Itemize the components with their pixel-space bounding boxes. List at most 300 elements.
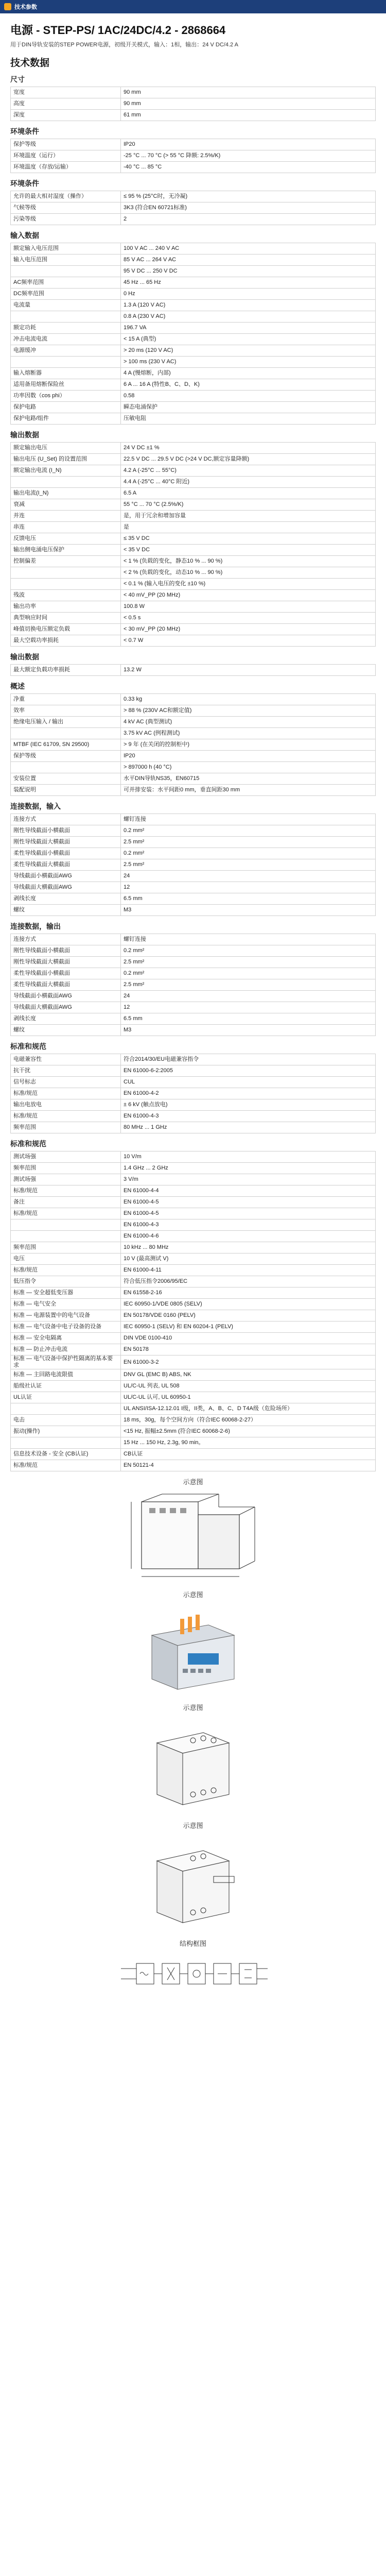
spec-value-cell: 0 Hz xyxy=(121,289,376,300)
spec-label-cell: 额定输入电压范围 xyxy=(11,243,121,255)
spec-label-cell xyxy=(11,311,121,323)
spec-label-cell: 额定输出电压 xyxy=(11,443,121,454)
table-row xyxy=(11,266,376,277)
table-row xyxy=(11,1208,376,1219)
table-row xyxy=(11,1099,376,1111)
spec-label-cell xyxy=(11,567,121,579)
spec-value-cell: 13.2 W xyxy=(121,665,376,676)
spec-label-cell: 导线截面大横截面AWG xyxy=(11,1002,121,1013)
spec-value-cell: 0.8 A (230 V AC) xyxy=(121,311,376,323)
spec-label-cell: 污染等级 xyxy=(11,214,121,225)
spec-group-title: 标准和规范 xyxy=(10,1140,46,1148)
spec-value-cell: < 15 A (典型) xyxy=(121,334,376,345)
table-row xyxy=(11,443,376,454)
spec-value-cell: IEC 60950-1/VDE 0805 (SELV) xyxy=(121,1299,376,1310)
table-row xyxy=(11,255,376,266)
spec-label-cell: 刚性导线截面小横截面 xyxy=(11,825,121,837)
spec-label-cell xyxy=(11,477,121,488)
table-row xyxy=(11,1242,376,1253)
spec-value-cell: > 88 % (230V AC和额定值) xyxy=(121,705,376,717)
block-diagram-figure xyxy=(116,1953,270,1994)
spec-label-cell: 输入电压范围 xyxy=(11,255,121,266)
table-row xyxy=(11,1276,376,1287)
spec-label-cell: 峰值切换电压额定负载 xyxy=(11,624,121,635)
table-row xyxy=(11,391,376,402)
page-content xyxy=(0,13,386,2001)
spec-value-cell: 0.2 mm² xyxy=(121,968,376,979)
table-row xyxy=(11,202,376,214)
spec-value-cell: IEC 60950-1 (SELV) 和 EN 60204-1 (PELV) xyxy=(121,1321,376,1333)
spec-value-cell: EN 61000-4-4 xyxy=(121,1185,376,1197)
spec-label-cell: 最大额定负载功率损耗 xyxy=(11,665,121,676)
spec-value-cell: ± 6 kV (触点放电) xyxy=(121,1099,376,1111)
table-row xyxy=(11,905,376,916)
table-row xyxy=(11,717,376,728)
spec-label-cell: 刚性导线截面大横截面 xyxy=(11,837,121,848)
spec-label-cell: DC频率范围 xyxy=(11,289,121,300)
spec-label-cell: AC频率范围 xyxy=(11,277,121,289)
table-row xyxy=(11,613,376,624)
table-row xyxy=(11,1077,376,1088)
table-row xyxy=(11,1111,376,1122)
table-row xyxy=(11,751,376,762)
table-row xyxy=(11,859,376,871)
spec-label-cell: 净重 xyxy=(11,694,121,705)
spec-label-cell: 电击 xyxy=(11,1415,121,1426)
table-row xyxy=(11,1381,376,1392)
spec-value-cell: 压敏电阻 xyxy=(121,413,376,425)
spec-label-cell: MTBF (IEC 61709, SN 29500) xyxy=(11,739,121,751)
spec-label-cell: 典型响应时间 xyxy=(11,613,121,624)
spec-label-cell: 电磁兼容性 xyxy=(11,1054,121,1065)
spec-value-cell: 90 mm xyxy=(121,87,376,98)
table-row xyxy=(11,1403,376,1415)
spec-value-cell: ≤ 35 V DC xyxy=(121,533,376,545)
table-row xyxy=(11,277,376,289)
table-row xyxy=(11,893,376,905)
table-row xyxy=(11,739,376,751)
spec-value-cell: 2.5 mm² xyxy=(121,859,376,871)
figure-caption: 示意图 xyxy=(183,1822,203,1829)
table-row xyxy=(11,624,376,635)
spec-label-cell: 串连 xyxy=(11,522,121,533)
spec-label-cell: 柔性导线截面大横截面 xyxy=(11,859,121,871)
table-row xyxy=(11,402,376,413)
spec-value-cell: 1.4 GHz ... 2 GHz xyxy=(121,1163,376,1174)
table-row xyxy=(11,533,376,545)
spec-label-cell: 标准/规范 xyxy=(11,1088,121,1099)
spec-value-cell: 3.75 kV AC (例程测试) xyxy=(121,728,376,739)
table-row xyxy=(11,98,376,110)
spec-value-cell: EN 50178 xyxy=(121,1344,376,1355)
table-row xyxy=(11,635,376,647)
spec-label-cell: 标准/规范 xyxy=(11,1265,121,1276)
spec-label-cell xyxy=(11,1231,121,1242)
spec-value-cell: 100 V AC ... 240 V AC xyxy=(121,243,376,255)
spec-label-cell: 剥线长度 xyxy=(11,1013,121,1025)
table-row xyxy=(11,773,376,785)
spec-label-cell: 标准/规范 xyxy=(11,1208,121,1219)
spec-label-cell: 标准 — 电气设备中保护性隔离的基本要求 xyxy=(11,1355,121,1369)
spec-table xyxy=(10,87,376,121)
spec-value-cell: DIN VDE 0100-410 xyxy=(121,1333,376,1344)
spec-value-cell: 12 xyxy=(121,1002,376,1013)
spec-value-cell: EN 50121-4 xyxy=(121,1460,376,1471)
spec-label-cell: 柔性导线截面小横截面 xyxy=(11,968,121,979)
table-row xyxy=(11,323,376,334)
table-row xyxy=(11,87,376,98)
spec-label-cell: 螺纹 xyxy=(11,1025,121,1036)
spec-label-cell: 标准 — 电源装置中的电气设备 xyxy=(11,1310,121,1321)
spec-label-cell: 刚性导线截面大横截面 xyxy=(11,957,121,968)
spec-value-cell: 85 V AC ... 264 V AC xyxy=(121,255,376,266)
spec-label-cell: 柔性导线截面大横截面 xyxy=(11,979,121,991)
brand-logo-icon xyxy=(4,3,11,10)
spec-value-cell: 10 V (最高测试 V) xyxy=(121,1253,376,1265)
table-row xyxy=(11,590,376,601)
table-row xyxy=(11,368,376,379)
spec-label-cell: 标准 — 防止冲击电流 xyxy=(11,1344,121,1355)
table-row xyxy=(11,162,376,173)
spec-label-cell: 并连 xyxy=(11,511,121,522)
spec-value-cell: < 35 V DC xyxy=(121,545,376,556)
spec-value-cell: 15 Hz ... 150 Hz, 2.3g, 90 min。 xyxy=(121,1437,376,1449)
spec-label-cell: 深度 xyxy=(11,110,121,121)
spec-label-cell: 测试场强 xyxy=(11,1174,121,1185)
spec-value-cell: 符合低压指令2006/95/EC xyxy=(121,1276,376,1287)
spec-label-cell: 标准/规范 xyxy=(11,1460,121,1471)
table-row xyxy=(11,705,376,717)
table-row xyxy=(11,968,376,979)
spec-group-title: 输出数据 xyxy=(10,431,39,439)
spec-group-title: 连接数据，输入 xyxy=(10,802,61,810)
table-row xyxy=(11,1219,376,1231)
spec-value-cell: EN 61000-3-2 xyxy=(121,1355,376,1369)
spec-table xyxy=(10,814,376,916)
spec-value-cell: 24 xyxy=(121,991,376,1002)
table-row xyxy=(11,762,376,773)
spec-value-cell: 0.2 mm² xyxy=(121,848,376,859)
spec-value-cell: 12 xyxy=(121,882,376,893)
spec-value-cell: 3K3 (符合EN 60721标准) xyxy=(121,202,376,214)
spec-value-cell: 0.58 xyxy=(121,391,376,402)
spec-label-cell: 电源缓冲 xyxy=(11,345,121,357)
spec-label-cell: 输出功率 xyxy=(11,601,121,613)
table-row xyxy=(11,1287,376,1299)
table-row xyxy=(11,1321,376,1333)
table-row xyxy=(11,488,376,499)
spec-group-title: 输出数据 xyxy=(10,653,39,661)
spec-value-cell: 是，用于冗余和增加容量 xyxy=(121,511,376,522)
table-row xyxy=(11,934,376,945)
spec-label-cell: 导线截面小横截面AWG xyxy=(11,991,121,1002)
product-photo-figure xyxy=(136,1604,250,1697)
spec-table xyxy=(10,243,376,425)
table-row xyxy=(11,601,376,613)
spec-label-cell: 标准 — 主回路电流限值 xyxy=(11,1369,121,1381)
table-row xyxy=(11,1151,376,1163)
spec-value-cell: < 0.7 W xyxy=(121,635,376,647)
figure-caption: 结构框图 xyxy=(179,1940,206,1947)
spec-value-cell: 0.2 mm² xyxy=(121,945,376,957)
spec-value-cell: 是 xyxy=(121,522,376,533)
table-row xyxy=(11,1426,376,1437)
spec-label-cell: 标准 — 安全电隔离 xyxy=(11,1333,121,1344)
figure-caption: 示意图 xyxy=(183,1478,203,1486)
dimension-drawing-figure xyxy=(111,1492,275,1584)
spec-label-cell: UL认证 xyxy=(11,1392,121,1403)
spec-value-cell: 95 V DC ... 250 V DC xyxy=(121,266,376,277)
spec-label-cell: 保护等级 xyxy=(11,139,121,150)
spec-value-cell: 2.5 mm² xyxy=(121,979,376,991)
spec-group-title: 尺寸 xyxy=(10,75,25,83)
spec-value-cell: 61 mm xyxy=(121,110,376,121)
table-row xyxy=(11,1025,376,1036)
spec-value-cell: UL ANSI/ISA-12.12.01 I级，II类，A、B、C、D T4A级（危险场所） xyxy=(121,1403,376,1415)
table-row xyxy=(11,1344,376,1355)
spec-value-cell: DNV GL (EMC B) ABS, NK xyxy=(121,1369,376,1381)
spec-label-cell: 连接方式 xyxy=(11,814,121,825)
spec-value-cell: < 0.5 s xyxy=(121,613,376,624)
spec-label-cell: 信号标志 xyxy=(11,1077,121,1088)
spec-label-cell: 船级社认证 xyxy=(11,1381,121,1392)
spec-value-cell: < 1 % (负载的变化，静态10 % ... 90 %) xyxy=(121,556,376,567)
spec-value-cell: 6.5 A xyxy=(121,488,376,499)
table-row xyxy=(11,848,376,859)
spec-groups xyxy=(10,74,376,1471)
spec-label-cell: 环境温度（运行） xyxy=(11,150,121,162)
spec-value-cell: M3 xyxy=(121,1025,376,1036)
spec-value-cell: 24 V DC ±1 % xyxy=(121,443,376,454)
spec-label-cell: 抗干扰 xyxy=(11,1065,121,1077)
table-row xyxy=(11,499,376,511)
table-row xyxy=(11,413,376,425)
spec-label-cell: 标准 — 安全超低变压器 xyxy=(11,1287,121,1299)
spec-value-cell: 18 ms，30g，每个空间方向（符合IEC 60068-2-27） xyxy=(121,1415,376,1426)
spec-label-cell: 保护电路/组件 xyxy=(11,413,121,425)
spec-label-cell: 标准/规范 xyxy=(11,1185,121,1197)
spec-value-cell: < 2 % (负载的变化，动态10 % ... 90 %) xyxy=(121,567,376,579)
spec-label-cell: 频率范围 xyxy=(11,1122,121,1133)
section-title: 技术数据 xyxy=(10,58,50,69)
spec-value-cell: -40 °C ... 85 °C xyxy=(121,162,376,173)
spec-label-cell: 气候等级 xyxy=(11,202,121,214)
spec-table xyxy=(10,191,376,225)
table-row xyxy=(11,1065,376,1077)
spec-label-cell: 频率范围 xyxy=(11,1163,121,1174)
table-row xyxy=(11,871,376,882)
spec-label-cell xyxy=(11,1403,121,1415)
table-row xyxy=(11,477,376,488)
table-row xyxy=(11,1002,376,1013)
table-row xyxy=(11,1333,376,1344)
spec-value-cell: 1.3 A (120 V AC) xyxy=(121,300,376,311)
spec-label-cell: 输出电放电 xyxy=(11,1099,121,1111)
spec-label-cell: 标准 — 电气设备中电子设备的设备 xyxy=(11,1321,121,1333)
spec-value-cell: 2 xyxy=(121,214,376,225)
table-row xyxy=(11,814,376,825)
spec-label-cell: 频率范围 xyxy=(11,1242,121,1253)
table-row xyxy=(11,579,376,590)
table-row xyxy=(11,1437,376,1449)
spec-label-cell: 连接方式 xyxy=(11,934,121,945)
table-row xyxy=(11,300,376,311)
spec-value-cell: 196.7 VA xyxy=(121,323,376,334)
figure-caption: 示意图 xyxy=(183,1591,203,1599)
table-row xyxy=(11,556,376,567)
spec-label-cell xyxy=(11,266,121,277)
spec-label-cell: 宽度 xyxy=(11,87,121,98)
spec-value-cell: 水平DIN导轨NS35，EN60715 xyxy=(121,773,376,785)
table-row xyxy=(11,1163,376,1174)
spec-label-cell: 导线截面小横截面AWG xyxy=(11,871,121,882)
table-row xyxy=(11,545,376,556)
spec-group-title: 输入数据 xyxy=(10,231,39,240)
spec-label-cell: 功率因数（cos phi） xyxy=(11,391,121,402)
spec-label-cell xyxy=(11,728,121,739)
spec-label-cell xyxy=(11,762,121,773)
table-row xyxy=(11,465,376,477)
spec-label-cell: 额定功耗 xyxy=(11,323,121,334)
table-row xyxy=(11,110,376,121)
spec-value-cell: < 40 mV_PP (20 MHz) xyxy=(121,590,376,601)
rail-mounting-figure xyxy=(136,1835,250,1933)
spec-value-cell: 24 xyxy=(121,871,376,882)
table-row xyxy=(11,150,376,162)
spec-value-cell: <15 Hz, 振幅±2.5mm (符合IEC 60068-2-6) xyxy=(121,1426,376,1437)
spec-table xyxy=(10,139,376,173)
spec-group-title: 概述 xyxy=(10,682,25,690)
top-bar xyxy=(0,0,386,13)
spec-label-cell: 保护电路 xyxy=(11,402,121,413)
spec-group-title: 标准和规范 xyxy=(10,1042,46,1050)
table-row xyxy=(11,1185,376,1197)
spec-label-cell: 标准 — 电气安全 xyxy=(11,1299,121,1310)
spec-label-cell: 效率 xyxy=(11,705,121,717)
spec-value-cell: 6.5 mm xyxy=(121,893,376,905)
spec-value-cell: < 0.1 % (输入电压的变化 ±10 %) xyxy=(121,579,376,590)
page-title: 电源 - STEP-PS/ 1AC/24DC/4.2 - 2868664 xyxy=(10,24,226,37)
spec-value-cell: 螺钉连接 xyxy=(121,814,376,825)
spec-value-cell: > 20 ms (120 V AC) xyxy=(121,345,376,357)
spec-value-cell: ≤ 95 % (25°C时，无冷凝) xyxy=(121,191,376,202)
table-row xyxy=(11,1088,376,1099)
spec-label-cell: 刚性导线截面小横截面 xyxy=(11,945,121,957)
spec-table xyxy=(10,693,376,796)
spec-label-cell: 电流量 xyxy=(11,300,121,311)
spec-value-cell: 22.5 V DC ... 29.5 V DC (>24 V DC,额定容量降额) xyxy=(121,454,376,465)
spec-value-cell: > 9 年 (在关闭的控制柜中) xyxy=(121,739,376,751)
spec-table xyxy=(10,442,376,647)
spec-group-title: 环境条件 xyxy=(10,127,39,135)
spec-label-cell: 输出侧电涌电压保护 xyxy=(11,545,121,556)
spec-value-cell: 6 A ... 16 A (特性B、C、D、K) xyxy=(121,379,376,391)
table-row xyxy=(11,1197,376,1208)
spec-label-cell xyxy=(11,357,121,368)
spec-label-cell: 剥线长度 xyxy=(11,893,121,905)
spec-value-cell: EN 61558-2-16 xyxy=(121,1287,376,1299)
spec-label-cell xyxy=(11,579,121,590)
spec-value-cell: EN 61000-4-11 xyxy=(121,1265,376,1276)
table-row xyxy=(11,139,376,150)
table-row xyxy=(11,694,376,705)
table-row xyxy=(11,1449,376,1460)
spec-value-cell: 90 mm xyxy=(121,98,376,110)
spec-label-cell: 反馈电压 xyxy=(11,533,121,545)
table-row xyxy=(11,522,376,533)
spec-label-cell: 电压 xyxy=(11,1253,121,1265)
table-row xyxy=(11,785,376,796)
table-row xyxy=(11,825,376,837)
table-row xyxy=(11,882,376,893)
table-row xyxy=(11,334,376,345)
table-row xyxy=(11,1310,376,1321)
table-row xyxy=(11,1415,376,1426)
spec-value-cell: 6.5 mm xyxy=(121,1013,376,1025)
spec-group-title: 连接数据，输出 xyxy=(10,922,61,930)
spec-value-cell: 4 kV AC (典型测试) xyxy=(121,717,376,728)
spec-value-cell: 符合2014/30/EU电磁兼容指令 xyxy=(121,1054,376,1065)
spec-value-cell: 0.33 kg xyxy=(121,694,376,705)
spec-label-cell: 保护等级 xyxy=(11,751,121,762)
spec-value-cell: > 897000 h (40 °C) xyxy=(121,762,376,773)
spec-value-cell: 3 V/m xyxy=(121,1174,376,1185)
spec-value-cell: -25 °C ... 70 °C (> 55 °C 降额: 2.5%/K) xyxy=(121,150,376,162)
table-row xyxy=(11,191,376,202)
spec-label-cell: 低压指令 xyxy=(11,1276,121,1287)
spec-label-cell: 信息技术设备 - 安全 (CB认证) xyxy=(11,1449,121,1460)
spec-value-cell: 4 A (慢熔断，内部) xyxy=(121,368,376,379)
spec-value-cell: 螺钉连接 xyxy=(121,934,376,945)
table-row xyxy=(11,945,376,957)
spec-value-cell: 4.2 A (-25°C ... 55°C) xyxy=(121,465,376,477)
table-row xyxy=(11,1265,376,1276)
spec-value-cell: 100.8 W xyxy=(121,601,376,613)
table-row xyxy=(11,1013,376,1025)
spec-label-cell: 输出电流(I_N) xyxy=(11,488,121,499)
spec-label-cell: 安装位置 xyxy=(11,773,121,785)
table-row xyxy=(11,1460,376,1471)
figure-caption: 示意图 xyxy=(183,1704,203,1711)
spec-label-cell: 输入熔断器 xyxy=(11,368,121,379)
spec-value-cell: 55 °C ... 70 °C (2.5%/K) xyxy=(121,499,376,511)
spec-value-cell: 4.4 A (-25°C ... 40°C 附近) xyxy=(121,477,376,488)
spec-table xyxy=(10,934,376,1036)
table-row xyxy=(11,957,376,968)
spec-label-cell: 螺纹 xyxy=(11,905,121,916)
table-row xyxy=(11,379,376,391)
table-row xyxy=(11,243,376,255)
spec-label-cell: 适用备用熔断保险丝 xyxy=(11,379,121,391)
spec-group-title: 环境条件 xyxy=(10,179,39,188)
spec-value-cell: 可并排安装：水平间距0 mm，垂直间距30 mm xyxy=(121,785,376,796)
spec-label-cell: 装配说明 xyxy=(11,785,121,796)
spec-value-cell: 0.2 mm² xyxy=(121,825,376,837)
spec-label-cell: 残波 xyxy=(11,590,121,601)
table-row xyxy=(11,1392,376,1403)
spec-value-cell: EN 61000-4-2 xyxy=(121,1088,376,1099)
spec-value-cell: IP20 xyxy=(121,751,376,762)
spec-value-cell: CB认证 xyxy=(121,1449,376,1460)
table-row xyxy=(11,1122,376,1133)
table-row xyxy=(11,979,376,991)
spec-value-cell: UL/C-UL 认可, UL 60950-1 xyxy=(121,1392,376,1403)
spec-label-cell: 衰减 xyxy=(11,499,121,511)
table-row xyxy=(11,345,376,357)
spec-label-cell xyxy=(11,1437,121,1449)
table-row xyxy=(11,454,376,465)
spec-value-cell: IP20 xyxy=(121,139,376,150)
